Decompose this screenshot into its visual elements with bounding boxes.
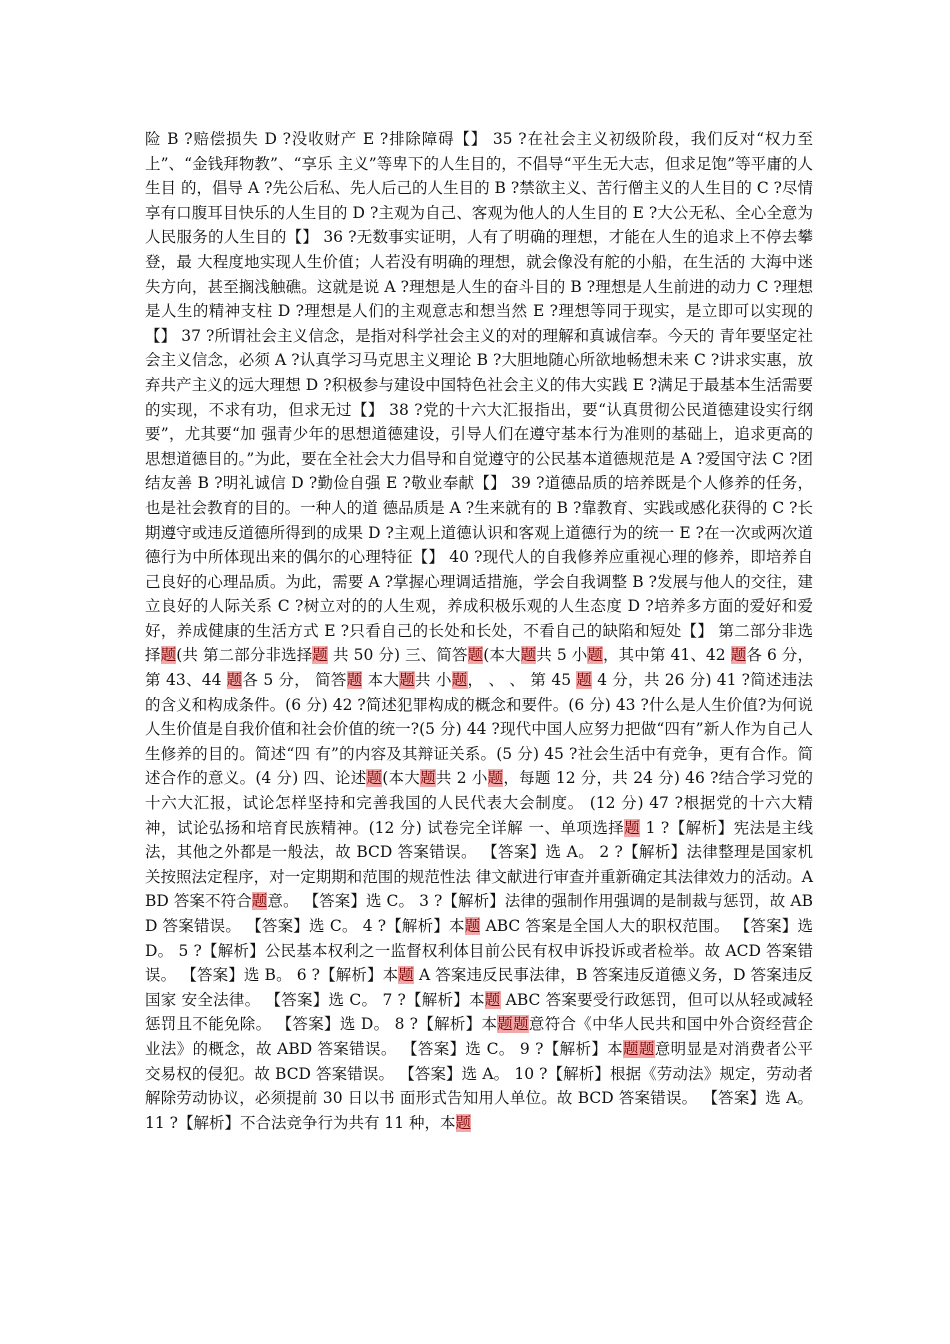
search-highlight: 题 (576, 671, 593, 690)
text-run: 意。 【答案】选 C。 3 ?【解析】法律的强制作用强调的是制裁与惩罚，故 ABD 答案错误。 【答案】选 C。 4 ?【解析】本 (145, 892, 813, 935)
text-run: 险 B ?赔偿损失 D ?没收财产 E ?排除障碍【】 35 ?在社会主义初级阶段，我们反对“权力至上”、“金钱拜物教”、“享乐 主义”等卑下的人生目的，不倡导“平生无大志，但求足饱”等平庸的人生目 的，倡导 A ?先公后私、先人后己的人生目的 B ?禁欲主义、苦行僧主义的人生目的 C ?尽情享有口腹耳目快乐的人生目的 D ?主观为自己、客观为他人的人生目的 E ?大公无私、全心全意为人民服务的人生目的【】 36 ?无数事实证明，人有了明确的理想，才能在人生的追求上不停去攀登，最 大程度地实现人生价值；人若没有明确的理想，就会像没有舵的小船，在生活的 大海中迷失方向，甚至搁浅触礁。这就是说 A ?理想是人生的奋斗目的 B ?理想是人生前进的动力 C ?理想是人生的精神支柱 D ?理想是人们的主观意志和想当然 E ?理想等同于现实，是立即可以实现的【】 37 ?所谓社会主义信念，是指对科学社会主义的对的理解和真诚信奉。今天的 青年要坚定社会主义信念，必须 A ?认真学习马克思主义理论 B ?大胆地随心所欲地畅想未来 C ?讲求实惠，放弃共产主义的远大理想 D ?积极参与建设中国特色社会主义的伟大实践 E ?满足于最基本生活需要的实现，不求有功，但求无过【】 38 ?党的十六大汇报指出，要“认真贯彻公民道德建设实行纲要”，尤其要“加 强青少年的思想道德建设，引导人们在遵守基本行为准则的基础上，追求更高的 思想道德目的。”为此，要在全社会大力倡导和自觉遵守的公民基本道德规范是 A ?爱国守法 C ?团结友善 B ?明礼诚信 D ?勤俭自强 E ?敬业奉献【】 39 ?道德品质的培养既是个人修养的任务，也是社会教育的目的。一种人的道 德品质是 A ?生来就有的 B ?靠教育、实践或感化获得的 C ?长期遵守或违反道德所得到的成果 D ?主观上道德认识和客观上道德行为的统一 E ?在一次或两次道德行为中所体现出来的偶尔的心理特征【】 40 ?现代人的自我修养应重视心理的修养，即培养自己良好的心理品质。为此，需要 A ?掌握心理调适措施，学会自我调整 B ?发展与他人的交往，建立良好的人际关系 C ?树立对的的人生观，养成积极乐观的人生态度 D ?培养多方面的爱好和爱好，养成健康的生活方式 E ?只看自己的长处和长处，不看自己的缺陷和短处【】 第二部分非选择 (145, 130, 813, 665)
text-run: 共 2 小 (435, 769, 488, 788)
search-highlight: 题 (160, 646, 177, 665)
text-run: 各 5 分， 简答 (242, 671, 347, 690)
search-highlight: 题 (464, 917, 481, 935)
search-highlight: 题 (398, 966, 414, 985)
text-run: 4 分，共 26 分) 41 ?简述违法的含义和构成条件。(6 分) 42 ?简述犯罪构成的概念和要件。(6 分) 43 ?什么是人生价值?为何说人生价值是自我价值和社会价值的统一?(5 分) 44 ?现代中国人应努力把做“四有”新人作为自己人生修养的目的。简述“四 有”的内容及其辩证关系。(5 分) 45 ?社会生活中有竞争，更有合作。简述合作的意义。(4 分) 四、论述 (145, 671, 813, 788)
document-body-text (145, 127, 813, 1135)
text-run: (本大 (483, 646, 521, 665)
text-run: 共 50 分) 三、简答 (327, 646, 468, 665)
search-highlight: 题 (730, 646, 747, 665)
text-run: 意明显是对消费者公平交易权的侵犯。故 BCD 答案错误。 【答案】选 A。 10 ?【解析】根据《劳动法》规定，劳动者解除劳动协议，必须提前 30 日以书 面形式告知用人单位。故 BCD 答案错误。 【答案】选 A。 11 ?【解析】不合法竞争行为共有 11 种，本 (145, 1039, 813, 1132)
search-highlight: 题 (455, 1113, 472, 1132)
text-run: 本大 (362, 671, 400, 690)
text-run: ABC 答案要受行政惩罚，但可以从轻或减轻惩罚且不能免除。 【答案】选 D。 8 ?【解析】本 (145, 990, 813, 1034)
search-highlight: 题 (624, 818, 641, 837)
search-highlight: 题 (366, 769, 383, 788)
text-run: (本大 (382, 769, 421, 788)
text-run: A 答案违反民事法律，B 答案违反道德义务，D 答案违反国家 安全法律。 【答案】选 C。 7 ?【解析】本 (145, 966, 813, 1009)
search-highlight: 题 (251, 892, 268, 911)
search-highlight: 题 (520, 646, 537, 665)
text-run: 共 5 小 (536, 646, 588, 665)
text-run: ，每题 12 分，共 24 分) 46 ?结合学习党的十六大汇报，试论怎样坚持和完善我国的人民代表大会制度。 (12 分) 47 ?根据党的十六大精神，试论弘扬和培育民族精神。(12 分) 试卷完全详解 一、单项选择 (145, 769, 813, 837)
search-highlight: 题 (312, 646, 328, 665)
text-run: ，其中第 41、42 (603, 646, 731, 665)
search-highlight: 题 (399, 671, 415, 690)
text-run: 意符合《中华人民共和国中外合资经营企业法》的概念，故 ABD 答案错误。 【答案】选 C。 9 ?【解析】本 (145, 1015, 813, 1058)
text-run: 共 小 (415, 671, 452, 690)
search-highlight: 题 (467, 646, 484, 665)
text-run: (共 第二部分非选择 (176, 646, 313, 665)
text-run: ， 、 、 第 45 (467, 671, 577, 690)
search-highlight: 题 (226, 671, 243, 690)
search-highlight: 题题 (497, 1015, 529, 1034)
search-highlight: 题 (420, 769, 436, 788)
search-highlight: 题 (484, 990, 501, 1009)
text-run: 1 ?【解析】宪法是主线法，其他之外都是一般法，故 BCD 答案错误。 【答案】选 A。 2 ?【解析】法律整理是国家机关按照法定程序，对一定期期和范围的规范性法 律文献进行审查并重新确定其法律效力的活动。ABD 答案不符合 (145, 818, 813, 911)
search-highlight: 题 (346, 671, 363, 690)
search-highlight: 题 (487, 769, 504, 788)
search-highlight: 题题 (623, 1039, 655, 1058)
text-run: ABC 答案是全国人大的职权范围。 【答案】选 D。 5 ?【解析】公民基本权利之一监督权利体目前公民有权申诉投诉或者检举。故 ACD 答案错误。 【答案】选 B。 6 ?【解析】本 (145, 917, 813, 985)
search-highlight: 题 (451, 671, 468, 690)
text-run: 各 6 分，第 43、44 (145, 646, 813, 690)
search-highlight: 题 (587, 646, 603, 665)
